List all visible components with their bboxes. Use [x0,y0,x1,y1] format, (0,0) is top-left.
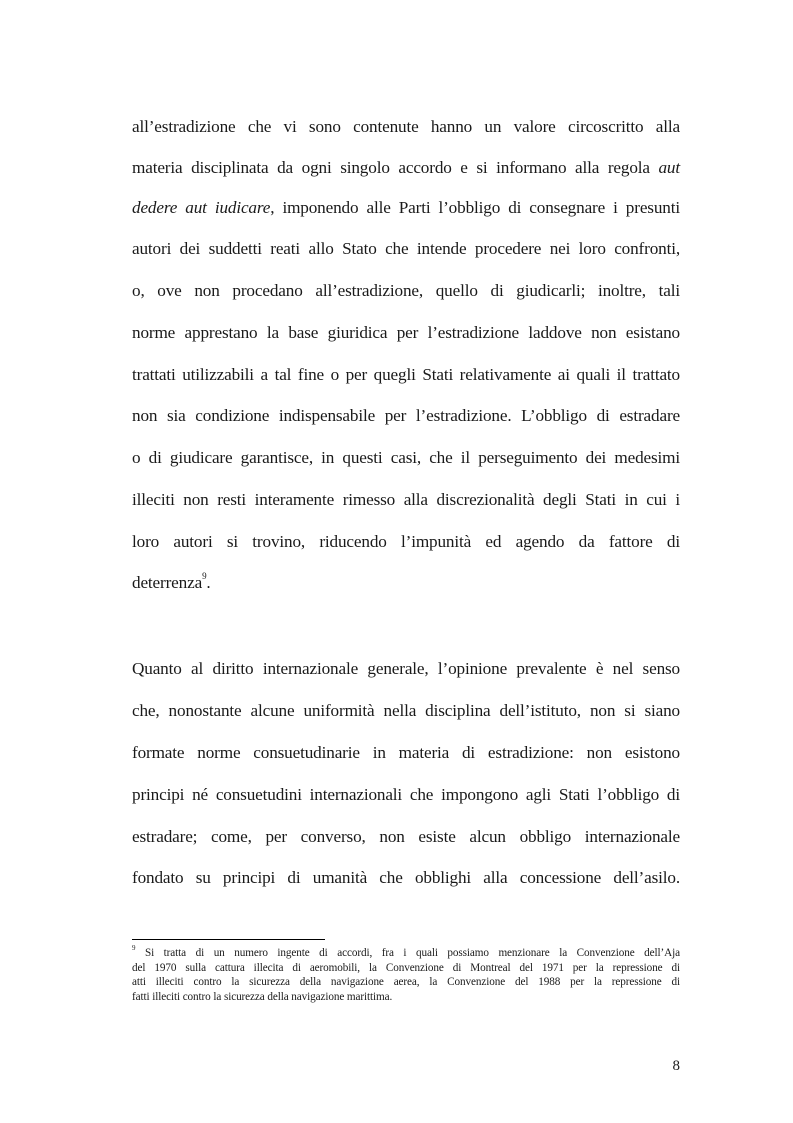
paragraph-2-line-5: estradare; come, per converso, non esiste alcun obbligo internazionale [132,827,680,846]
text-segment: materia disciplinata da ogni singolo accordo e si informano alla regola [132,158,650,177]
paragraph-2-line-6: fondato su principi di umanità che obblighi alla concessione dell’asilo. [132,868,680,887]
footnote-reference[interactable]: 9 [202,571,207,582]
footnote-number: 9 [132,944,136,953]
footnote-line-3: atti illeciti contro la sicurezza della navigazione aerea, la Convenzione del 1988 per la repressione di [132,976,680,988]
paragraph-1-line-6: norme apprestano la base giuridica per l’estradizione laddove non esistano [132,323,680,342]
paragraph-1-line-3 [132,197,680,219]
text-segment: , imponendo alle Parti l’obbligo di consegnare i presunti [270,198,680,217]
page-number: 8 [672,1058,680,1074]
paragraph-1-line-1: all’estradizione che vi sono contenute hanno un valore circoscritto alla [132,117,680,136]
paragraph-2-line-2: che, nonostante alcune uniformità nella disciplina dell’istituto, non si siano [132,701,680,720]
paragraph-1-line-8: non sia condizione indispensabile per l’estradizione. L’obbligo di estradare [132,406,680,425]
text-segment: . [206,573,211,592]
paragraph-2-line-1: Quanto al diritto internazionale generale, l’opinione prevalente è nel senso [132,659,680,678]
text-segment: Si tratta di un numero ingente di accordi, fra i quali possiamo menzionare la Convenzione dell’Aja [135,947,680,959]
paragraph-1-line-5: o, ove non procedano all’estradizione, quello di giudicarli; inoltre, tali [132,281,680,300]
footnote-line-4: fatti illeciti contro la sicurezza della navigazione marittima. [132,991,393,1003]
footnote-line-1 [132,946,680,960]
paragraph-1-line-7: trattati utilizzabili a tal fine o per quegli Stati relativamente ai quali il trattato [132,365,680,384]
paragraph-1-line-12 [132,572,680,594]
footnote-separator [132,939,325,940]
latin-phrase: dedere aut iudicare [132,198,271,217]
paragraph-2-line-4: principi né consuetudini internazionali che impongono agli Stati l’obbligo di [132,785,680,804]
latin-phrase: aut [658,158,680,177]
paragraph-1-line-11: loro autori si trovino, riducendo l’impunità ed agendo da fattore di [132,532,680,551]
paragraph-1-line-2 [132,157,680,179]
paragraph-2-line-3: formate norme consuetudinarie in materia di estradizione: non esistono [132,743,680,762]
paragraph-1-line-10: illeciti non resti interamente rimesso alla discrezionalità degli Stati in cui i [132,490,680,509]
text-segment: deterrenza [132,573,203,592]
paragraph-1-line-4: autori dei suddetti reati allo Stato che intende procedere nei loro confronti, [132,239,680,258]
paragraph-1-line-9: o di giudicare garantisce, in questi casi, che il perseguimento dei medesimi [132,448,680,467]
footnote-line-2: del 1970 sulla cattura illecita di aeromobili, la Convenzione di Montreal del 1971 per la repressione di [132,962,680,974]
